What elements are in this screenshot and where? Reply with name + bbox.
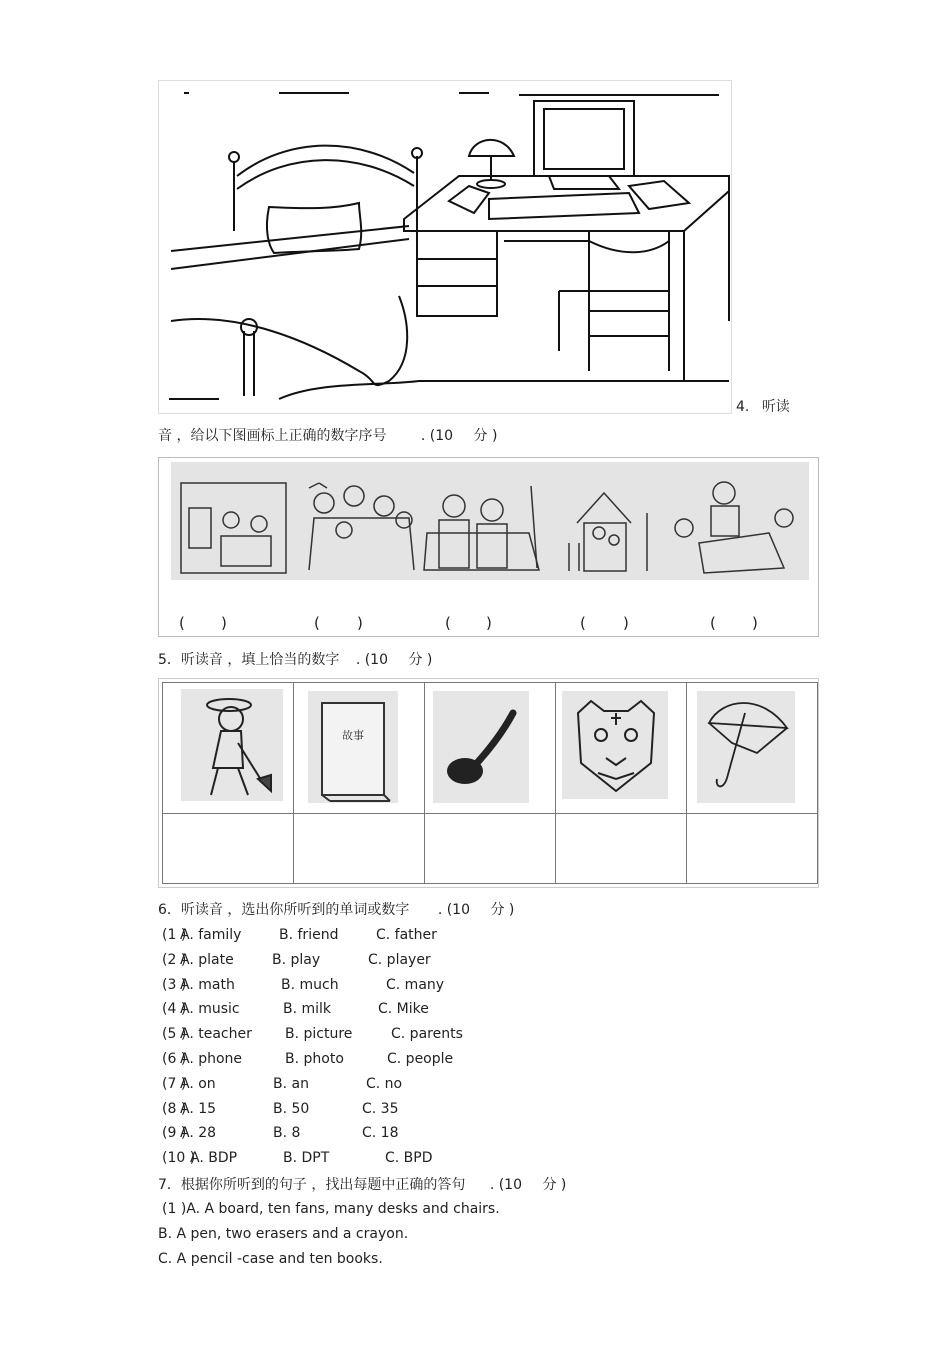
q6-title: 6．听读音 ，选出你所听到的单词或数字 (158, 902, 410, 918)
q6-item-number: (6 ) (162, 1051, 187, 1067)
q4-paren-1-close: ) (221, 614, 227, 632)
bedroom-drawing (159, 81, 731, 413)
q6-item-number: (3 ) (162, 976, 187, 993)
q6-option-b[interactable]: B. DPT (283, 1150, 330, 1167)
q5-answer-cell-5[interactable] (687, 814, 818, 884)
q4-paren-1-open: ( (179, 614, 185, 632)
q6-option-b[interactable]: B. friend (279, 927, 339, 943)
q4-line2: 音 ，给以下图画标上正确的数字序号 (158, 428, 387, 444)
q5-answer-cell-4[interactable] (556, 814, 687, 884)
q7-instruction (158, 1176, 566, 1194)
q6-item-number: (4 ) (162, 1001, 187, 1018)
q5-title: 5．听读音 ，填上恰当的数字 (158, 652, 340, 668)
q6-item-number: (7 ) (162, 1075, 187, 1092)
q6-option-a[interactable]: A. BDP (190, 1150, 238, 1167)
book-cover-text: 故事 (342, 729, 364, 742)
q5-picture-umbrella (687, 683, 818, 814)
q4-tail: 听读 (761, 399, 790, 415)
q6-option-c[interactable]: C. father (376, 927, 437, 943)
q6-item-number: (2 ) (162, 951, 187, 968)
q5-score: . (10 (355, 652, 388, 668)
q6-option-a[interactable]: A. on (180, 1075, 216, 1092)
q7-item-1-b: B. A pen, two erasers and a crayon. (158, 1226, 409, 1242)
q5-unit: 分 ) (408, 652, 433, 668)
q4-scenes (159, 458, 820, 588)
q7-score: . (10 (489, 1177, 522, 1193)
q4-score: . (10 (420, 428, 454, 444)
q6-option-c[interactable]: C. BPD (385, 1150, 433, 1167)
q6-item-number: (1 ) (162, 927, 187, 943)
q6-option-b[interactable]: B. 8 (273, 1125, 301, 1142)
q6-unit: 分 ) (490, 902, 515, 918)
spoon-image (425, 683, 555, 809)
q6-option-a[interactable]: A. teacher (180, 1026, 252, 1043)
q6-item-number: (5 ) (162, 1026, 187, 1043)
q6-option-c[interactable]: C. 35 (362, 1100, 399, 1117)
q7-unit: 分 ) (542, 1177, 567, 1193)
q4-number (736, 398, 790, 416)
q6-option-b[interactable]: B. play (272, 951, 321, 968)
q6-score: . (10 (437, 902, 470, 918)
q4-paren-3-close: ) (486, 614, 492, 632)
q6-option-b[interactable]: B. an (273, 1075, 309, 1092)
q6-option-c[interactable]: C. no (366, 1075, 403, 1092)
q6-option-a[interactable]: A. 28 (180, 1125, 217, 1142)
q4-paren-2-open: ( (314, 614, 320, 632)
q4-paren-5-open: ( (710, 614, 716, 632)
farmer-with-axe-image (163, 683, 293, 809)
q6-option-b[interactable]: B. 50 (273, 1100, 310, 1117)
q6-option-c[interactable]: C. 18 (362, 1125, 399, 1142)
q4-paren-4-open: ( (580, 614, 586, 632)
q6-option-a[interactable]: A. music (180, 1001, 240, 1018)
q6-instruction (158, 901, 514, 919)
q5-picture-tiger (556, 683, 687, 814)
q4-paren-4-close: ) (623, 614, 629, 632)
q5-picture-farmer (163, 683, 294, 814)
q4-num: 4. (736, 399, 750, 415)
q5-answer-cell-1[interactable] (163, 814, 294, 884)
q6-option-c[interactable]: C. parents (391, 1026, 463, 1043)
q6-option-c[interactable]: C. many (386, 976, 445, 993)
q4-paren-2-close: ) (357, 614, 363, 632)
q4-paren-5-close: ) (752, 614, 758, 632)
q6-item-number: (10 ) (162, 1150, 196, 1167)
q5-picture-book (294, 683, 425, 814)
q5-answer-cell-2[interactable] (294, 814, 425, 884)
q5-picture-spoon (425, 683, 556, 814)
q6-option-a[interactable]: A. 15 (180, 1100, 217, 1117)
q6-option-b[interactable]: B. milk (283, 1001, 332, 1018)
q4-picture-panel (158, 457, 819, 637)
storybook-image (294, 683, 424, 809)
q5-grid (162, 682, 818, 884)
q6-option-a[interactable]: A. plate (180, 951, 234, 968)
q7-item-1-c: C. A pencil -case and ten books. (158, 1251, 383, 1267)
q6-option-c[interactable]: C. people (387, 1051, 454, 1067)
q6-option-a[interactable]: A. phone (180, 1051, 243, 1067)
q5-answer-cell-3[interactable] (425, 814, 556, 884)
q6-option-c[interactable]: C. player (368, 951, 431, 968)
q6-option-a[interactable]: A. math (180, 976, 235, 993)
q4-paren-3-open: ( (445, 614, 451, 632)
q7-title: 7．根据你所听到的句子 ，找出每题中正确的答句 (158, 1177, 466, 1193)
q6-item-number: (9 ) (162, 1125, 187, 1142)
q4-instruction (158, 427, 497, 445)
q6-option-b[interactable]: B. much (281, 976, 339, 993)
q5-instruction (158, 651, 432, 669)
q6-option-b[interactable]: B. picture (285, 1026, 353, 1043)
tiger-head-image (556, 683, 686, 809)
q4-unit: 分 ) (473, 428, 498, 444)
bedroom-illustration (158, 80, 732, 414)
q6-option-a[interactable]: A. family (180, 927, 242, 943)
q6-option-c[interactable]: C. Mike (378, 1001, 429, 1018)
q6-item-number: (8 ) (162, 1100, 187, 1117)
q6-option-b[interactable]: B. photo (285, 1051, 344, 1067)
umbrella-image (687, 683, 817, 809)
q7-item-1-a: (1 )A. A board, ten fans, many desks and chairs. (162, 1201, 500, 1217)
